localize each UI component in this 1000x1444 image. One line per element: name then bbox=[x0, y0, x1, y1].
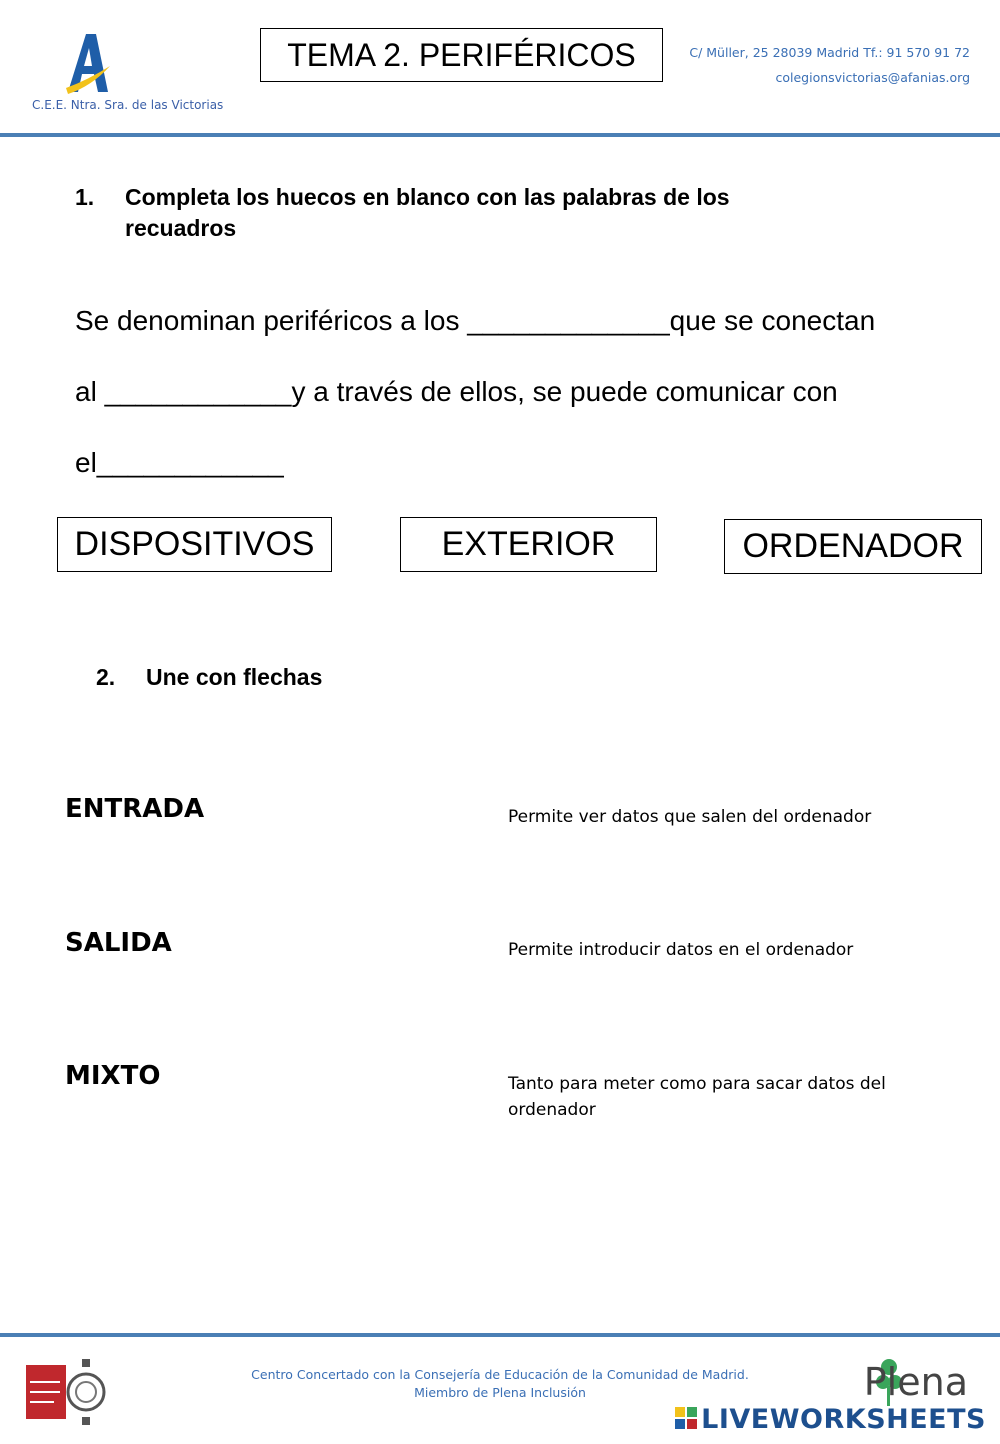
header-divider bbox=[0, 133, 1000, 137]
match-left-entrada[interactable]: ENTRADA bbox=[65, 794, 205, 824]
word-box-exterior[interactable]: EXTERIOR bbox=[400, 517, 657, 572]
match-right-mixed[interactable]: Tanto para meter como para sacar datos del ordenador bbox=[508, 1074, 886, 1120]
footer-line-2: Miembro de Plena Inclusión bbox=[414, 1385, 586, 1400]
match-left-salida[interactable]: SALIDA bbox=[65, 928, 172, 958]
liveworksheets-text: LIVEWORKSHEETS bbox=[701, 1404, 986, 1435]
question-2-number: 2. bbox=[96, 664, 116, 690]
footer-divider bbox=[0, 1333, 1000, 1337]
live-icon bbox=[675, 1405, 697, 1436]
plena-logo: Plena bbox=[863, 1360, 968, 1404]
footer-line-1: Centro Concertado con la Consejería de Educación de la Comunidad de Madrid. bbox=[251, 1367, 749, 1382]
contact-email[interactable]: colegionsvictorias@afanias.org bbox=[775, 70, 970, 85]
fill-line-2: al ____________y a través de ellos, se puede comunicar con bbox=[75, 376, 838, 407]
logo-caption: C.E.E. Ntra. Sra. de las Victorias bbox=[32, 98, 224, 112]
match-left-mixto[interactable]: MIXTO bbox=[65, 1061, 161, 1091]
question-2-text: Une con flechas bbox=[146, 664, 323, 690]
word-box-dispositivos[interactable]: DISPOSITIVOS bbox=[57, 517, 332, 572]
match-right-input[interactable]: Permite introducir datos en el ordenador bbox=[508, 940, 854, 960]
question-1-text: Completa los huecos en blanco con las palabras de los recuadros bbox=[125, 184, 730, 241]
fill-line-1: Se denominan periféricos a los _____________que se conectan bbox=[75, 305, 876, 336]
page-title: TEMA 2. PERIFÉRICOS bbox=[260, 28, 663, 82]
question-1-number: 1. bbox=[75, 184, 95, 210]
liveworksheets-logo[interactable] bbox=[675, 1404, 986, 1436]
contact-address: C/ Müller, 25 28039 Madrid Tf.: 91 570 91 72 bbox=[689, 45, 970, 60]
match-right-output[interactable]: Permite ver datos que salen del ordenador bbox=[508, 807, 872, 827]
school-logo bbox=[62, 30, 114, 96]
fill-line-3: el____________ bbox=[75, 447, 284, 478]
word-box-ordenador[interactable]: ORDENADOR bbox=[724, 519, 982, 574]
